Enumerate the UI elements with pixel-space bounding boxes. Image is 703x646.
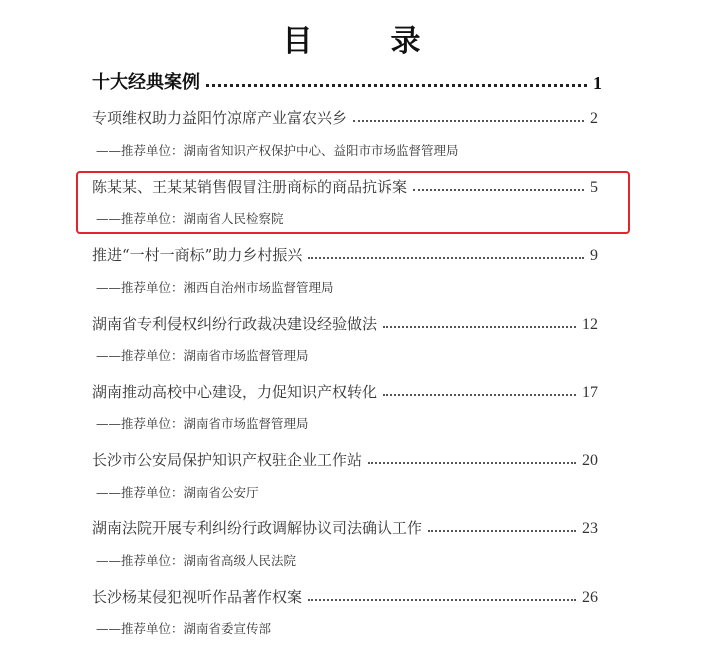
section-page-number: 1 <box>593 73 602 93</box>
toc-entry[interactable] <box>92 310 598 334</box>
recommender-prefix: ——推荐单位： <box>96 143 184 158</box>
recommender-name: 湖南省人民检察院 <box>183 211 284 226</box>
entry-page-number: 12 <box>582 316 598 333</box>
entry-page-number: 20 <box>582 452 598 469</box>
dot-leader <box>383 325 576 328</box>
recommender-name: 湖南省市场监督管理局 <box>183 416 309 431</box>
entry-page-number: 23 <box>582 520 598 537</box>
recommender-prefix: ——推荐单位： <box>96 485 184 500</box>
entry-page-number: 17 <box>582 384 598 401</box>
entry-recommender <box>96 414 309 432</box>
entry-title: 湖南法院开展专利纠纷行政调解协议司法确认工作 <box>92 519 423 537</box>
highlight-box <box>76 171 630 234</box>
toc-entry[interactable] <box>92 446 598 470</box>
entry-title: 湖南推动高校中心建设，力促知识产权转化 <box>92 383 378 401</box>
section-label: 十大经典案例 <box>92 72 200 93</box>
recommender-name: 湖南省委宣传部 <box>183 621 272 636</box>
dot-leader <box>308 598 576 601</box>
entry-title: 湖南省专利侵权纠纷行政裁决建设经验做法 <box>92 315 378 333</box>
dot-leader <box>308 256 584 259</box>
entry-page-number: 26 <box>582 589 598 606</box>
entry-page-number: 9 <box>590 247 598 264</box>
toc-entry[interactable] <box>92 514 598 538</box>
entry-recommender <box>96 278 334 296</box>
entry-recommender <box>96 483 259 501</box>
recommender-prefix: ——推荐单位： <box>96 211 184 226</box>
entry-title: 长沙市公安局保护知识产权驻企业工作站 <box>92 451 363 469</box>
entry-title: 专项维权助力益阳竹凉席产业富农兴乡 <box>92 109 348 127</box>
toc-entry[interactable] <box>92 241 598 265</box>
dot-leader <box>206 83 587 87</box>
entry-page-number: 5 <box>590 179 598 196</box>
entry-title: 陈某某、王某某销售假冒注册商标的商品抗诉案 <box>92 178 408 196</box>
recommender-prefix: ——推荐单位： <box>96 553 184 568</box>
recommender-prefix: ——推荐单位： <box>96 280 184 295</box>
entry-page-number: 2 <box>590 110 598 127</box>
recommender-prefix: ——推荐单位： <box>96 621 184 636</box>
dot-leader <box>428 529 576 532</box>
recommender-name: 湖南省知识产权保护中心、益阳市市场监督管理局 <box>183 143 459 158</box>
recommender-prefix: ——推荐单位： <box>96 416 184 431</box>
toc-title: 目 录 <box>282 24 445 59</box>
entry-title: 长沙杨某侵犯视听作品著作权案 <box>92 588 303 606</box>
dot-leader <box>383 393 576 396</box>
dot-leader <box>353 119 584 122</box>
toc-section-heading[interactable] <box>92 66 602 94</box>
recommender-name: 湘西自治州市场监督管理局 <box>183 280 334 295</box>
toc-entry[interactable] <box>92 583 598 607</box>
entry-recommender <box>96 619 271 637</box>
entry-title: 推进“一村一商标”助力乡村振兴 <box>92 246 303 264</box>
entry-recommender <box>96 141 459 159</box>
entry-recommender <box>96 551 296 569</box>
toc-entry[interactable] <box>92 378 598 402</box>
entry-recommender <box>96 346 309 364</box>
recommender-name: 湖南省高级人民法院 <box>183 553 297 568</box>
dot-leader <box>368 461 576 464</box>
recommender-prefix: ——推荐单位： <box>96 348 184 363</box>
recommender-name: 湖南省公安厅 <box>183 485 259 500</box>
recommender-name: 湖南省市场监督管理局 <box>183 348 309 363</box>
toc-entry[interactable] <box>92 104 598 128</box>
